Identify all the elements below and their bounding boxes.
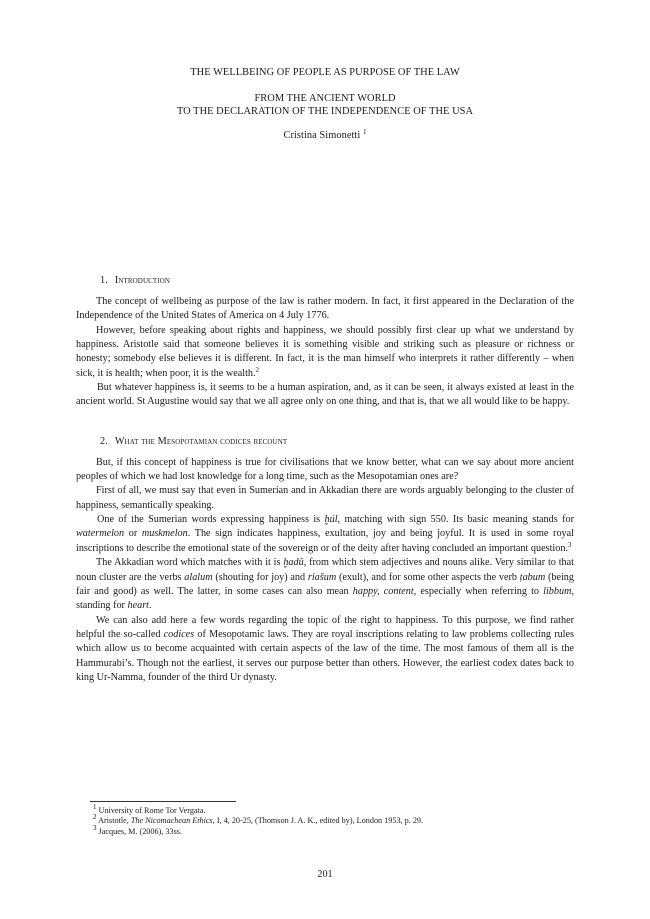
italic-term: libbum (543, 585, 572, 597)
footnote (93, 803, 570, 816)
author-name: Cristina Simonetti (283, 129, 361, 141)
text-run: , from which stem adjectives and nouns alike. Very similar to that noun cluster are the verbs (76, 557, 574, 583)
text-run: (exult), and for some other aspects the verb (336, 571, 520, 583)
italic-term: alalum (184, 571, 213, 583)
section-mesopotamian-codices (76, 436, 574, 686)
italic-term: ḫadû (283, 557, 304, 569)
section-title: Introduction (114, 275, 170, 286)
paragraph (76, 513, 574, 556)
text-run: One of the Sumerian words expressing happiness is (97, 514, 325, 526)
paragraph: But whatever happiness is, it seems to be a human aspiration, and, as it can be seen, it always existed at least in the ancient world. St Augustine would say that we all agree only on one thing, and that is, that we all would like to be happy. (76, 382, 574, 408)
text-run: . The sign indicates happiness, exultation, joy and being joyful. It is used in some royal inscriptions to describe the emotional state of the sovereign or of the deity after having concluded an important question. (76, 528, 574, 554)
footnote-ref: 2 (255, 365, 260, 374)
paragraph: First of all, we must say that even in Sumerian and in Akkadian there are words arguably belonging to the cluster of happiness, semantically speaking. (76, 485, 574, 511)
section-body (76, 456, 574, 686)
text-run: (shouting for joy) and (212, 571, 308, 583)
footnotes (90, 801, 570, 837)
italic-term: happy, content (352, 585, 414, 597)
paragraph (76, 614, 574, 686)
footnote-number: 2 (93, 813, 97, 822)
paragraph: But, if this concept of happiness is true for civilisations that we know better, what can we say about more ancient peoples of which we had lost knowledge for a long time, such as the Mesopotamian ones are? (76, 456, 574, 483)
author-line (76, 129, 574, 143)
footnote (93, 813, 570, 826)
blank-space (76, 142, 574, 275)
footnote (93, 823, 570, 837)
text-run: We can also add here a few words regarding the topic of the right to happiness. To this purpose, we find rather helpful the so-called (76, 614, 574, 640)
paragraph-text: However, before speaking about rights and happiness, we should possibly first clear up what we understand by happiness. Aristotle said that someone believes it is something visible and striking such as pleasure or richness or honesty; somebody else believes it is different. In fact, it is the man himself who interprets it rather differently – when sick, it is health; when poor, it is the wealth. (76, 324, 574, 379)
footnote-number: 3 (93, 823, 97, 832)
footnote-text: Aristotle, (98, 816, 131, 826)
section-body (76, 295, 574, 410)
text-run: , matching with sign 550. Its basic meaning stands for (337, 514, 574, 526)
paragraph (76, 556, 574, 613)
italic-term: heart (127, 600, 150, 612)
paper-title: THE WELLBEING OF PEOPLE AS PURPOSE OF THE LAW (190, 67, 460, 78)
footnote-text: Jacques, M. (2006), 33ss. (98, 826, 183, 836)
footnote-number: 1 (93, 803, 97, 811)
section-heading (100, 275, 574, 286)
italic-term: codices (163, 628, 195, 640)
text-run: or (124, 528, 142, 540)
title-block (76, 0, 574, 142)
footnote-separator (90, 801, 236, 802)
section-heading (100, 436, 574, 447)
footnote-ref: 3 (567, 540, 572, 549)
paper-subtitle-line1: FROM THE ANCIENT WORLD (254, 92, 396, 104)
footnote-text: University of Rome Tor Vergata. (98, 806, 206, 815)
section-number: 2. (100, 435, 108, 447)
paragraph: The concept of wellbeing as purpose of the law is rather modern. In fact, it first appeared in the Declaration of the Independence of the United States of America on 4 July 1776. (76, 296, 574, 322)
italic-term: muskmelon (141, 528, 188, 540)
page-number: 201 (317, 869, 333, 880)
italic-term: riašum (307, 571, 337, 583)
text-run: , standing for (76, 585, 574, 612)
text-run: . (149, 600, 152, 612)
section-title: What the Mesopotamian codices recount (114, 435, 288, 447)
italic-term: watermelon (76, 528, 125, 540)
section-introduction (76, 275, 574, 410)
text-run: (being fair and good) as well. The latter, in some cases can also mean (76, 571, 574, 597)
italic-term: ḫúl (324, 514, 338, 526)
author-footnote-ref: 1 (362, 127, 367, 136)
footnote-italic-title: The Nicomachean Ethics (130, 816, 213, 826)
footnote-text: , I, 4, 20-25, (Thomson J. A. K., edited by), London 1953, p. 29. (212, 816, 424, 826)
italic-term: ṭabum (519, 571, 546, 583)
paragraph (76, 324, 574, 381)
section-number: 1. (100, 275, 108, 286)
text-run: of Mesopotamic laws. They are royal inscriptions relating to law problems collecting rules which allow us to become acquainted with certain aspects of the law of the time. The most famous of them all is the Hammurabi’s. Though not the earliest, it serves our purpose better than others. However, the earliest codex dates back to king Ur-Namma, founder of the third Ur dynasty. (76, 628, 574, 683)
text-run: The Akkadian word which matches with it is (96, 557, 284, 569)
paper-subtitle-line2: TO THE DECLARATION OF THE INDEPENDENCE OF THE USA (176, 106, 474, 117)
text-run: , especially when referring to (413, 585, 544, 597)
